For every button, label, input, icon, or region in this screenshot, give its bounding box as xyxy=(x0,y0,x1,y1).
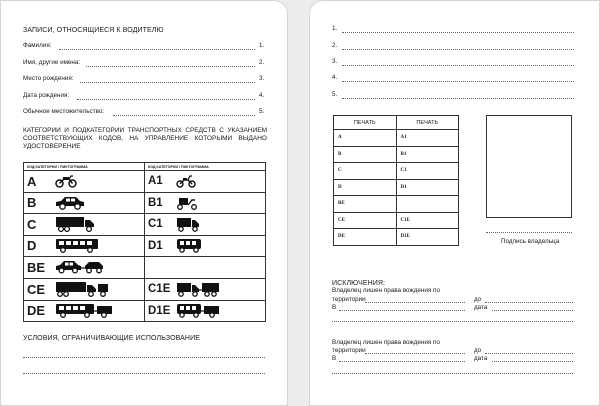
extra-line[interactable] xyxy=(332,373,573,374)
table-row xyxy=(334,179,459,196)
stamp-cell: BE xyxy=(334,196,397,213)
stamp-cell: DE xyxy=(334,229,397,246)
bus-trailer-icon xyxy=(55,303,113,318)
line-number: 5. xyxy=(332,91,338,98)
stamp-cell: B1 xyxy=(396,146,459,163)
table-row xyxy=(24,278,266,300)
stamp-table xyxy=(333,115,459,246)
stamp-cell: D1 xyxy=(396,179,459,196)
conditions-title: УСЛОВИЯ, ОГРАНИЧИВАЮЩИЕ ИСПОЛЬЗОВАНИЕ xyxy=(23,335,200,342)
minibus-trailer-icon xyxy=(176,303,220,318)
signature-label: Подпись владельца xyxy=(501,238,560,245)
numbered-line[interactable] xyxy=(342,81,574,82)
category-cell xyxy=(24,235,145,257)
minibus-icon xyxy=(176,238,202,253)
table-row xyxy=(24,257,266,279)
car-icon xyxy=(55,196,85,210)
stamp-cell: B xyxy=(334,146,397,163)
category-cell xyxy=(24,171,145,193)
category-cell xyxy=(145,300,266,322)
category-code: B xyxy=(27,195,37,211)
field-line[interactable] xyxy=(113,115,255,116)
exception-v: В xyxy=(332,355,337,362)
stamp-cell: D xyxy=(334,179,397,196)
table-row xyxy=(24,235,266,257)
category-code: D1E xyxy=(148,304,171,317)
line-number: 3. xyxy=(332,58,338,65)
category-cell xyxy=(24,257,145,279)
place-line[interactable] xyxy=(339,361,465,362)
category-cell xyxy=(24,278,145,300)
field-label: Место рождения: xyxy=(23,75,74,82)
category-code: D xyxy=(27,238,37,254)
until-line[interactable] xyxy=(485,353,573,354)
category-cell xyxy=(145,214,266,236)
numbered-line[interactable] xyxy=(342,49,574,50)
extra-line[interactable] xyxy=(332,321,573,322)
category-code: B1 xyxy=(148,196,163,209)
numbered-line[interactable] xyxy=(342,65,574,66)
table-row xyxy=(24,171,266,193)
category-code: BE xyxy=(27,259,46,275)
numbered-line[interactable] xyxy=(342,98,574,99)
empty-cell xyxy=(145,257,266,279)
table-row xyxy=(334,130,459,147)
category-code: DE xyxy=(27,303,46,319)
category-cell xyxy=(24,214,145,236)
category-code: A1 xyxy=(148,175,163,188)
stamp-cell: D1E xyxy=(396,229,459,246)
exception-until: до xyxy=(474,347,482,354)
until-line[interactable] xyxy=(485,302,573,303)
exception-text: территории xyxy=(332,296,366,303)
small-truck-icon xyxy=(176,217,200,232)
categories-title: КАТЕГОРИИ И ПОДКАТЕГОРИИ ТРАНСПОРТНЫХ СРЕДСТВ С УКАЗАНИЕМ СООТВЕТСТВУЮЩИХ КОДОВ, НА УПРАВЛЕНИЕ КОТОРЫМИ ВЫДАНО УДОСТОВЕРЕНИЕ xyxy=(23,127,267,151)
category-code: C1 xyxy=(148,218,163,231)
category-code: CE xyxy=(27,281,46,297)
photo-box xyxy=(486,115,572,218)
exception-until: до xyxy=(474,296,482,303)
field-label: Имя, другие имена: xyxy=(23,59,81,66)
stamp-cell: C1 xyxy=(396,163,459,180)
category-cell xyxy=(145,235,266,257)
field-label: Дата рождения: xyxy=(23,92,70,99)
date-line[interactable] xyxy=(492,310,573,311)
table-row xyxy=(334,196,459,213)
place-line[interactable] xyxy=(339,310,465,311)
field-number: 5. xyxy=(259,108,265,115)
category-code: D1 xyxy=(148,239,163,252)
stamp-cell xyxy=(396,196,459,213)
category-cell xyxy=(145,192,266,214)
exception-text: Владелец лишен права вождения по xyxy=(332,287,440,294)
category-code: C1E xyxy=(148,283,171,296)
table-row xyxy=(24,214,266,236)
table-row xyxy=(24,192,266,214)
conditions-line[interactable] xyxy=(23,373,265,374)
category-cell xyxy=(145,278,266,300)
small-truck-trailer-icon xyxy=(176,282,220,297)
stamp-cell: C1E xyxy=(396,212,459,229)
field-line[interactable] xyxy=(80,82,255,83)
bus-icon xyxy=(55,238,99,253)
category-code: C xyxy=(27,216,37,232)
driver-records-heading: ЗАПИСИ, ОТНОСЯЩИЕСЯ К ВОДИТЕЛЮ xyxy=(23,27,164,34)
truck-icon xyxy=(55,216,95,232)
field-label: Обычное местожительство: xyxy=(23,108,105,115)
category-cell xyxy=(24,192,145,214)
car-trailer-icon xyxy=(55,260,105,275)
stamp-cell: CE xyxy=(334,212,397,229)
exception-v: В xyxy=(332,304,337,311)
stamp-cell: A1 xyxy=(396,130,459,147)
field-line[interactable] xyxy=(86,66,255,67)
table-row xyxy=(24,300,266,322)
left-page xyxy=(0,0,288,406)
line-number: 1. xyxy=(332,25,338,32)
table-row xyxy=(334,229,459,246)
right-page xyxy=(309,0,600,406)
field-number: 2. xyxy=(259,59,265,66)
line-number: 4. xyxy=(332,74,338,81)
table-header: ПЕЧАТЬ xyxy=(396,116,459,130)
field-number: 1. xyxy=(259,42,265,49)
date-line[interactable] xyxy=(492,361,573,362)
field-number: 4. xyxy=(259,92,265,99)
field-label: Фамилия: xyxy=(23,42,52,49)
exception-date: дата xyxy=(474,355,488,362)
table-header: КОД КАТЕГОРИИ / ПИКТОГРАММА xyxy=(24,163,145,171)
conditions-line[interactable] xyxy=(23,357,265,358)
field-number: 3. xyxy=(259,75,265,82)
field-line[interactable] xyxy=(77,99,255,100)
table-header: ПЕЧАТЬ xyxy=(334,116,397,130)
truck-trailer-icon xyxy=(55,281,109,297)
table-row xyxy=(334,163,459,180)
field-line[interactable] xyxy=(59,49,255,50)
stamp-cell: C xyxy=(334,163,397,180)
tricycle-icon xyxy=(176,196,198,210)
category-cell xyxy=(145,171,266,193)
stamp-cell: A xyxy=(334,130,397,147)
table-row xyxy=(334,146,459,163)
exception-date: дата xyxy=(474,304,488,311)
category-table xyxy=(23,162,266,322)
table-row xyxy=(334,212,459,229)
line-number: 2. xyxy=(332,42,338,49)
numbered-line[interactable] xyxy=(342,32,574,33)
exceptions-title: ИСКЛЮЧЕНИЯ: xyxy=(332,280,386,287)
category-code: A xyxy=(27,173,37,189)
territory-line[interactable] xyxy=(365,353,465,354)
signature-line[interactable] xyxy=(486,232,572,233)
category-cell xyxy=(24,300,145,322)
motorcycle-icon xyxy=(55,174,77,188)
territory-line[interactable] xyxy=(365,302,465,303)
exception-text: Владелец лишен права вождения по xyxy=(332,339,440,346)
exception-text: территории xyxy=(332,347,366,354)
table-header: КОД КАТЕГОРИИ / ПИКТОГРАММА xyxy=(145,163,266,171)
scooter-icon xyxy=(176,174,196,188)
